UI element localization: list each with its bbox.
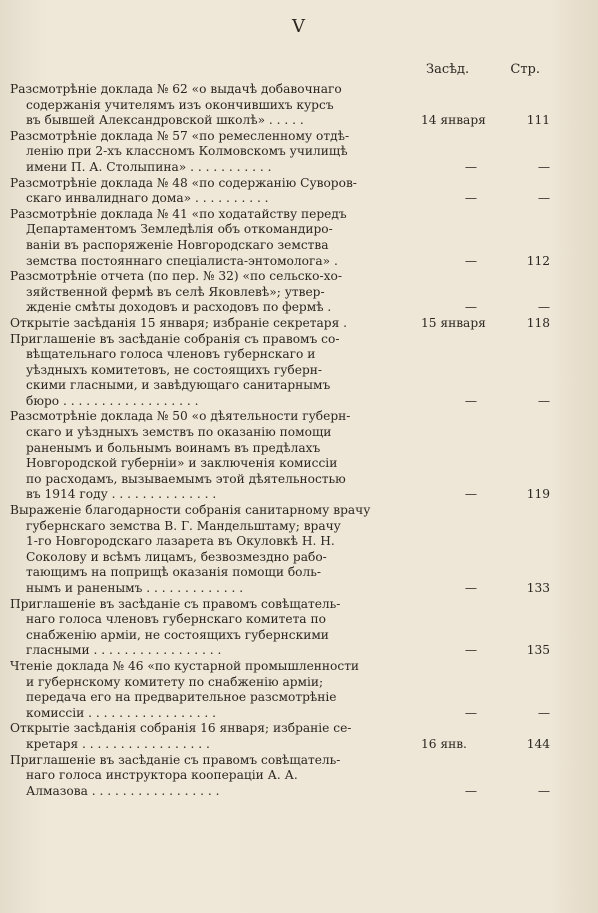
toc-entry-session: —: [464, 643, 478, 658]
toc-entry-continuation: скаго инвалиднаго дома» . . . . . . . . . .: [26, 191, 269, 206]
toc-entry-continuation: передача его на предварительное разсмотрѣніе: [26, 690, 337, 705]
toc-entry-continuation: комиссіи . . . . . . . . . . . . . . . . .: [26, 705, 216, 720]
toc-entry-title: Выраженіе благодарности собранія санитарному врачу: [10, 503, 371, 518]
toc-entry-page: —: [537, 159, 550, 174]
toc-entry-session: —: [464, 253, 478, 268]
toc-entry-continuation: содержанія учителямъ изъ окончившихъ курсъ: [26, 97, 334, 112]
toc-entry-session: —: [464, 487, 478, 502]
toc-entry-continuation: кретаря . . . . . . . . . . . . . . . . .: [26, 736, 210, 751]
toc-entry-continuation: вѣщательнаго голоса членовъ губернскаго и: [26, 347, 316, 362]
toc-entry-page: 118: [526, 315, 550, 330]
toc-entry-page: —: [537, 705, 550, 720]
table-of-contents: [10, 82, 590, 799]
toc-entry-continuation: наго голоса инструктора коопераціи А. А.: [26, 768, 298, 783]
toc-entry: [10, 129, 590, 176]
toc-entry-continuation: зяйственной фермѣ въ селѣ Яковлевѣ»; утвер-: [26, 284, 325, 299]
toc-entry-continuation: Алмазова . . . . . . . . . . . . . . . . .: [26, 783, 220, 798]
toc-entry-continuation: ленію при 2-хъ классномъ Колмовскомъ училищѣ: [26, 144, 348, 159]
toc-entry: [10, 332, 590, 410]
toc-entry-continuation: Департаментомъ Земледѣлія объ откомандиро-: [26, 222, 333, 237]
toc-entry-continuation: и губернскому комитету по снабженію арміи;: [26, 674, 324, 689]
toc-entry: [10, 409, 590, 503]
toc-entry-continuation: наго голоса членовъ губернскаго комитета по: [26, 612, 326, 627]
toc-entry-page: 144: [526, 736, 550, 751]
toc-entry-session: 16 янв.: [421, 736, 467, 751]
toc-entry-session: —: [464, 300, 478, 315]
toc-entry-page: —: [537, 783, 550, 798]
toc-entry-session: —: [464, 783, 478, 798]
toc-entry-session: 14 января: [421, 113, 486, 128]
toc-entry-continuation: бюро . . . . . . . . . . . . . . . . . .: [26, 393, 199, 408]
toc-entry-continuation: тающимъ на поприщѣ оказанія помощи боль-: [26, 565, 321, 580]
toc-entry-continuation: жденіе смѣты доходовъ и расходовъ по фермѣ .: [26, 300, 332, 315]
toc-entry: [10, 316, 590, 332]
toc-entry: [10, 659, 590, 721]
page-number: V: [292, 16, 306, 37]
toc-entry-continuation: нымъ и раненымъ . . . . . . . . . . . . .: [26, 581, 244, 595]
toc-entry-title: Открытіе засѣданія 15 января; избраніе секретаря .: [10, 315, 348, 330]
toc-entry-continuation: раненымъ и больнымъ воинамъ въ предѣлахъ: [26, 440, 321, 455]
toc-entry-session: —: [464, 393, 478, 408]
toc-entry-title: Разсмотрѣніе отчета (по пер. № 32) «по сельско-хо-: [10, 269, 342, 284]
toc-entry-continuation: Соколову и всѣмъ лицамъ, безвозмездно рабо-: [26, 549, 327, 564]
toc-entry: [10, 207, 590, 269]
toc-entry-page: 133: [526, 581, 550, 596]
toc-entry-title: Приглашеніе въ засѣданіе собранія съ правомъ со-: [10, 331, 340, 346]
toc-entry-page: —: [537, 191, 550, 206]
toc-entry-page: —: [537, 300, 550, 315]
toc-entry-continuation: гласными . . . . . . . . . . . . . . . . .: [26, 643, 222, 658]
toc-entry-title: Разсмотрѣніе доклада № 62 «о выдачѣ добавочнаго: [10, 82, 342, 96]
toc-entry-continuation: скими гласными, и завѣдующаго санитарнымъ: [26, 378, 331, 393]
toc-entry-continuation: имени П. А. Столыпина» . . . . . . . . . . .: [26, 159, 272, 174]
toc-entry-continuation: въ бывшей Александровской школѣ» . . . . .: [26, 113, 304, 128]
toc-entry-title: Разсмотрѣніе доклада № 50 «о дѣятельности губерн-: [10, 409, 351, 424]
toc-entry-page: 119: [526, 487, 550, 502]
toc-entry: [10, 269, 590, 316]
toc-entry-continuation: уѣздныхъ комитетовъ, не состоящихъ губерн-: [26, 362, 323, 377]
toc-entry-title: Приглашеніе въ засѣданіе съ правомъ совѣщатель-: [10, 596, 341, 611]
toc-entry-page: 135: [526, 643, 550, 658]
toc-entry-continuation: въ 1914 году . . . . . . . . . . . . . .: [26, 487, 217, 502]
toc-entry-continuation: земства постояннаго спеціалиста-энтомолога» .: [26, 253, 338, 268]
toc-entry: [10, 721, 590, 752]
toc-entry-title: Разсмотрѣніе доклада № 48 «по содержанію Суворов-: [10, 175, 357, 190]
toc-entry-title: Открытіе засѣданія собранія 16 января; избраніе се-: [10, 721, 352, 736]
toc-entry-title: Чтеніе доклада № 46 «по кустарной промышленности: [10, 658, 360, 673]
toc-entry-continuation: Новгородской губерніи» и заключенія комиссіи: [26, 456, 338, 471]
toc-entry-continuation: губернскаго земства В. Г. Мандельштаму; врачу: [26, 518, 341, 533]
toc-entry: [10, 597, 590, 659]
toc-entry-continuation: ваніи въ распоряженіе Новгородскаго земства: [26, 237, 329, 252]
toc-entry-page: 111: [526, 113, 550, 128]
toc-entry-continuation: 1-го Новгородскаго лазарета въ Окуловкѣ Н. Н.: [26, 534, 335, 549]
toc-entry-session: —: [464, 705, 478, 720]
column-header-page: Стр.: [510, 62, 540, 77]
toc-entry-title: Приглашеніе въ засѣданіе съ правомъ совѣщатель-: [10, 752, 341, 767]
toc-entry-continuation: скаго и уѣздныхъ земствъ по оказанію помощи: [26, 425, 332, 440]
toc-entry: [10, 753, 590, 800]
toc-entry-session: —: [464, 159, 478, 174]
toc-entry: [10, 176, 590, 207]
toc-entry: [10, 503, 590, 597]
toc-entry-session: —: [464, 191, 478, 206]
toc-entry-title: Разсмотрѣніе доклада № 57 «по ремесленному отдѣ-: [10, 128, 350, 143]
toc-entry-title: Разсмотрѣніе доклада № 41 «по ходатайству передъ: [10, 206, 347, 221]
toc-entry-page: 112: [526, 253, 550, 268]
column-header-session: Засѣд.: [426, 62, 470, 77]
toc-entry-session: 15 января: [421, 315, 486, 330]
toc-entry-session: —: [464, 581, 478, 596]
toc-entry-continuation: снабженію арміи, не состоящихъ губернскими: [26, 627, 329, 642]
toc-entry-continuation: по расходамъ, вызываемымъ этой дѣятельностью: [26, 471, 346, 486]
toc-entry-page: —: [537, 393, 550, 408]
toc-entry: [10, 82, 590, 129]
